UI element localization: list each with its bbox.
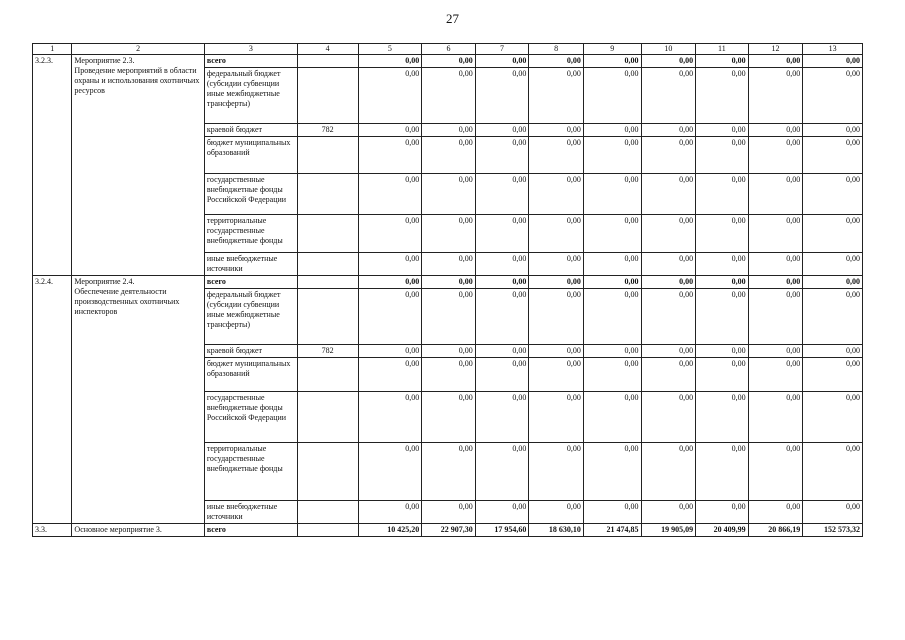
amount-cell: 0,00 bbox=[358, 392, 422, 443]
amount-cell: 0,00 bbox=[583, 137, 641, 174]
funding-source: всего bbox=[204, 524, 297, 537]
item-name: Мероприятие 2.4. Обеспечение деятельности производственных охотничьих инспекторов bbox=[72, 276, 204, 524]
amount-cell: 0,00 bbox=[358, 174, 422, 215]
funding-source: территориальные государственные внебюджетные фонды bbox=[204, 215, 297, 253]
amount-cell: 0,00 bbox=[748, 215, 803, 253]
amount-cell: 0,00 bbox=[422, 215, 476, 253]
budget-code bbox=[297, 443, 358, 501]
amount-cell: 0,00 bbox=[803, 358, 863, 392]
amount-cell: 0,00 bbox=[583, 276, 641, 289]
amount-cell: 0,00 bbox=[748, 124, 803, 137]
amount-cell: 0,00 bbox=[422, 137, 476, 174]
amount-cell: 0,00 bbox=[641, 392, 696, 443]
funding-source: краевой бюджет bbox=[204, 345, 297, 358]
amount-cell: 0,00 bbox=[529, 55, 584, 68]
column-header: 6 bbox=[422, 44, 476, 55]
budget-table bbox=[32, 43, 863, 537]
amount-cell: 0,00 bbox=[803, 345, 863, 358]
amount-cell: 0,00 bbox=[583, 443, 641, 501]
amount-cell: 0,00 bbox=[583, 124, 641, 137]
amount-cell: 0,00 bbox=[583, 358, 641, 392]
budget-code bbox=[297, 174, 358, 215]
amount-cell: 0,00 bbox=[641, 345, 696, 358]
amount-cell: 0,00 bbox=[422, 392, 476, 443]
item-name: Мероприятие 2.3. Проведение мероприятий в области охраны и использования охотничьих ресурсов bbox=[72, 55, 204, 276]
column-header: 9 bbox=[583, 44, 641, 55]
amount-cell: 0,00 bbox=[641, 55, 696, 68]
amount-cell: 0,00 bbox=[475, 68, 529, 124]
table-row bbox=[33, 524, 863, 537]
amount-cell: 0,00 bbox=[641, 501, 696, 524]
amount-cell: 0,00 bbox=[803, 124, 863, 137]
page-number: 27 bbox=[446, 11, 459, 26]
amount-cell: 19 905,09 bbox=[641, 524, 696, 537]
amount-cell: 0,00 bbox=[529, 68, 584, 124]
amount-cell: 0,00 bbox=[696, 253, 749, 276]
amount-cell: 0,00 bbox=[583, 501, 641, 524]
column-header: 5 bbox=[358, 44, 422, 55]
amount-cell: 0,00 bbox=[358, 501, 422, 524]
budget-code bbox=[297, 392, 358, 443]
amount-cell: 0,00 bbox=[358, 215, 422, 253]
amount-cell: 0,00 bbox=[803, 55, 863, 68]
amount-cell: 20 409,99 bbox=[696, 524, 749, 537]
column-header: 7 bbox=[475, 44, 529, 55]
item-code: 3.2.4. bbox=[33, 276, 72, 524]
amount-cell: 0,00 bbox=[803, 276, 863, 289]
amount-cell: 20 866,19 bbox=[748, 524, 803, 537]
amount-cell: 0,00 bbox=[475, 345, 529, 358]
item-code: 3.2.3. bbox=[33, 55, 72, 276]
budget-code: 782 bbox=[297, 124, 358, 137]
funding-source: территориальные государственные внебюджетные фонды bbox=[204, 443, 297, 501]
amount-cell: 0,00 bbox=[696, 124, 749, 137]
amount-cell: 10 425,20 bbox=[358, 524, 422, 537]
amount-cell: 0,00 bbox=[803, 289, 863, 345]
table-row bbox=[33, 55, 863, 68]
budget-code bbox=[297, 524, 358, 537]
amount-cell: 0,00 bbox=[641, 124, 696, 137]
column-header: 3 bbox=[204, 44, 297, 55]
budget-code bbox=[297, 137, 358, 174]
amount-cell: 0,00 bbox=[358, 124, 422, 137]
column-header: 10 bbox=[641, 44, 696, 55]
amount-cell: 22 907,30 bbox=[422, 524, 476, 537]
funding-source: иные внебюджетные источники bbox=[204, 253, 297, 276]
amount-cell: 0,00 bbox=[641, 276, 696, 289]
amount-cell: 17 954,60 bbox=[475, 524, 529, 537]
amount-cell: 0,00 bbox=[696, 289, 749, 345]
amount-cell: 0,00 bbox=[475, 289, 529, 345]
amount-cell: 0,00 bbox=[422, 124, 476, 137]
amount-cell: 0,00 bbox=[803, 215, 863, 253]
budget-code: 782 bbox=[297, 345, 358, 358]
amount-cell: 0,00 bbox=[358, 276, 422, 289]
amount-cell: 0,00 bbox=[748, 137, 803, 174]
amount-cell: 0,00 bbox=[696, 345, 749, 358]
amount-cell: 0,00 bbox=[475, 358, 529, 392]
table-row bbox=[33, 276, 863, 289]
amount-cell: 0,00 bbox=[696, 392, 749, 443]
amount-cell: 0,00 bbox=[422, 68, 476, 124]
amount-cell: 0,00 bbox=[358, 68, 422, 124]
amount-cell: 0,00 bbox=[641, 174, 696, 215]
funding-source: государственные внебюджетные фонды Российской Федерации bbox=[204, 174, 297, 215]
amount-cell: 0,00 bbox=[529, 289, 584, 345]
amount-cell: 0,00 bbox=[696, 215, 749, 253]
amount-cell: 0,00 bbox=[475, 276, 529, 289]
amount-cell: 0,00 bbox=[583, 253, 641, 276]
amount-cell: 0,00 bbox=[641, 68, 696, 124]
amount-cell: 0,00 bbox=[748, 443, 803, 501]
amount-cell: 0,00 bbox=[422, 358, 476, 392]
amount-cell: 0,00 bbox=[422, 276, 476, 289]
budget-code bbox=[297, 501, 358, 524]
amount-cell: 0,00 bbox=[696, 276, 749, 289]
amount-cell: 0,00 bbox=[748, 253, 803, 276]
amount-cell: 0,00 bbox=[529, 174, 584, 215]
amount-cell: 0,00 bbox=[803, 392, 863, 443]
amount-cell: 0,00 bbox=[475, 174, 529, 215]
budget-code bbox=[297, 215, 358, 253]
amount-cell: 0,00 bbox=[696, 68, 749, 124]
amount-cell: 0,00 bbox=[583, 55, 641, 68]
amount-cell: 0,00 bbox=[696, 174, 749, 215]
amount-cell: 0,00 bbox=[358, 137, 422, 174]
amount-cell: 0,00 bbox=[529, 253, 584, 276]
funding-source: бюджет муниципальных образований bbox=[204, 358, 297, 392]
amount-cell: 0,00 bbox=[583, 68, 641, 124]
amount-cell: 0,00 bbox=[641, 137, 696, 174]
amount-cell: 0,00 bbox=[696, 358, 749, 392]
amount-cell: 0,00 bbox=[748, 345, 803, 358]
amount-cell: 0,00 bbox=[475, 253, 529, 276]
amount-cell: 0,00 bbox=[641, 289, 696, 345]
amount-cell: 0,00 bbox=[803, 174, 863, 215]
amount-cell: 0,00 bbox=[529, 501, 584, 524]
amount-cell: 0,00 bbox=[422, 55, 476, 68]
amount-cell: 0,00 bbox=[358, 443, 422, 501]
funding-source: государственные внебюджетные фонды Российской Федерации bbox=[204, 392, 297, 443]
item-name: Основное мероприятие 3. bbox=[72, 524, 204, 537]
budget-code bbox=[297, 68, 358, 124]
amount-cell: 0,00 bbox=[529, 137, 584, 174]
amount-cell: 0,00 bbox=[748, 276, 803, 289]
amount-cell: 0,00 bbox=[529, 392, 584, 443]
budget-code bbox=[297, 55, 358, 68]
amount-cell: 0,00 bbox=[422, 253, 476, 276]
column-header: 2 bbox=[72, 44, 204, 55]
amount-cell: 0,00 bbox=[529, 345, 584, 358]
amount-cell: 0,00 bbox=[529, 276, 584, 289]
amount-cell: 0,00 bbox=[475, 55, 529, 68]
amount-cell: 0,00 bbox=[748, 501, 803, 524]
budget-code bbox=[297, 276, 358, 289]
amount-cell: 0,00 bbox=[803, 137, 863, 174]
amount-cell: 0,00 bbox=[583, 392, 641, 443]
budget-code bbox=[297, 253, 358, 276]
amount-cell: 152 573,32 bbox=[803, 524, 863, 537]
amount-cell: 0,00 bbox=[641, 215, 696, 253]
amount-cell: 0,00 bbox=[803, 68, 863, 124]
column-header: 12 bbox=[748, 44, 803, 55]
amount-cell: 0,00 bbox=[583, 215, 641, 253]
amount-cell: 0,00 bbox=[358, 289, 422, 345]
amount-cell: 0,00 bbox=[529, 443, 584, 501]
amount-cell: 0,00 bbox=[422, 345, 476, 358]
funding-source: всего bbox=[204, 276, 297, 289]
funding-source: федеральный бюджет (субсидии субвенции иные межбюджетные трансферты) bbox=[204, 289, 297, 345]
amount-cell: 0,00 bbox=[475, 137, 529, 174]
amount-cell: 0,00 bbox=[696, 443, 749, 501]
amount-cell: 0,00 bbox=[696, 501, 749, 524]
funding-source: всего bbox=[204, 55, 297, 68]
amount-cell: 0,00 bbox=[748, 289, 803, 345]
amount-cell: 0,00 bbox=[422, 443, 476, 501]
amount-cell: 0,00 bbox=[803, 253, 863, 276]
amount-cell: 0,00 bbox=[422, 174, 476, 215]
amount-cell: 0,00 bbox=[583, 289, 641, 345]
amount-cell: 0,00 bbox=[803, 501, 863, 524]
amount-cell: 21 474,85 bbox=[583, 524, 641, 537]
amount-cell: 0,00 bbox=[583, 174, 641, 215]
budget-code bbox=[297, 358, 358, 392]
budget-code bbox=[297, 289, 358, 345]
amount-cell: 0,00 bbox=[422, 501, 476, 524]
amount-cell: 0,00 bbox=[583, 345, 641, 358]
amount-cell: 18 630,10 bbox=[529, 524, 584, 537]
funding-source: федеральный бюджет (субсидии субвенции иные межбюджетные трансферты) bbox=[204, 68, 297, 124]
amount-cell: 0,00 bbox=[803, 443, 863, 501]
amount-cell: 0,00 bbox=[422, 289, 476, 345]
funding-source: иные внебюджетные источники bbox=[204, 501, 297, 524]
column-header: 1 bbox=[33, 44, 72, 55]
amount-cell: 0,00 bbox=[748, 68, 803, 124]
column-header: 4 bbox=[297, 44, 358, 55]
amount-cell: 0,00 bbox=[748, 55, 803, 68]
amount-cell: 0,00 bbox=[358, 358, 422, 392]
table-body bbox=[33, 55, 863, 537]
amount-cell: 0,00 bbox=[696, 55, 749, 68]
funding-source: бюджет муниципальных образований bbox=[204, 137, 297, 174]
amount-cell: 0,00 bbox=[475, 443, 529, 501]
funding-source: краевой бюджет bbox=[204, 124, 297, 137]
amount-cell: 0,00 bbox=[358, 253, 422, 276]
amount-cell: 0,00 bbox=[475, 124, 529, 137]
amount-cell: 0,00 bbox=[529, 124, 584, 137]
header-row bbox=[33, 44, 863, 55]
amount-cell: 0,00 bbox=[358, 345, 422, 358]
column-header: 8 bbox=[529, 44, 584, 55]
amount-cell: 0,00 bbox=[358, 55, 422, 68]
item-code: 3.3. bbox=[33, 524, 72, 537]
amount-cell: 0,00 bbox=[475, 501, 529, 524]
amount-cell: 0,00 bbox=[748, 392, 803, 443]
amount-cell: 0,00 bbox=[475, 215, 529, 253]
column-header: 11 bbox=[696, 44, 749, 55]
amount-cell: 0,00 bbox=[748, 174, 803, 215]
column-header: 13 bbox=[803, 44, 863, 55]
amount-cell: 0,00 bbox=[641, 443, 696, 501]
amount-cell: 0,00 bbox=[748, 358, 803, 392]
amount-cell: 0,00 bbox=[529, 215, 584, 253]
amount-cell: 0,00 bbox=[641, 358, 696, 392]
amount-cell: 0,00 bbox=[696, 137, 749, 174]
amount-cell: 0,00 bbox=[529, 358, 584, 392]
amount-cell: 0,00 bbox=[641, 253, 696, 276]
amount-cell: 0,00 bbox=[475, 392, 529, 443]
